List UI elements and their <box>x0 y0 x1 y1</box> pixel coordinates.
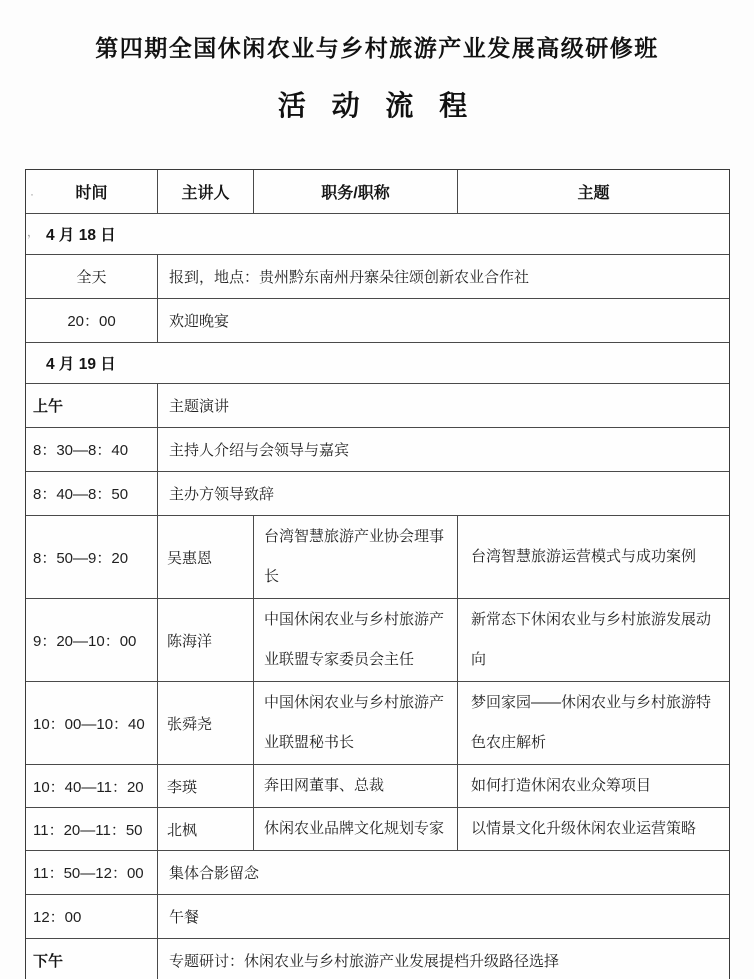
time-cell: 9：20—10：00 <box>26 599 158 681</box>
document-title: 第四期全国休闲农业与乡村旅游产业发展高级研修班 <box>95 35 659 61</box>
schedule-row-speaker <box>26 598 729 681</box>
activity-cell: 报到，地点：贵州黔东南州丹寨朵往颂创新农业合作社 <box>169 269 530 286</box>
time-cell: 全天 <box>26 255 158 298</box>
header-cell-position: 职务/职称 <box>254 170 458 213</box>
topic-cell: 梦回家园——休闲农业与乡村旅游特色农庄解析 <box>471 694 712 751</box>
topic-cell: 如何打造休闲农业众筹项目 <box>471 777 652 794</box>
topic-cell: 以情景文化升级休闲农业运营策略 <box>471 820 697 837</box>
position-cell: 奔田网董事、总裁 <box>254 765 458 807</box>
speaker-cell: 张舜尧 <box>158 682 254 764</box>
time-cell: 10：40—11：20 <box>26 765 158 807</box>
time-cell: 11：50—12：00 <box>26 851 158 894</box>
date-label: 4 月 19 日 <box>46 356 116 373</box>
time-cell: 11：20—11：50 <box>26 808 158 850</box>
schedule-row-merged <box>26 427 729 471</box>
schedule-row-merged <box>26 383 729 427</box>
schedule-row-merged <box>26 938 729 979</box>
position-cell: 中国休闲农业与乡村旅游产业联盟秘书长 <box>254 682 458 764</box>
activity-cell: 主办方领导致辞 <box>169 486 275 503</box>
schedule-row-merged <box>26 254 729 298</box>
scan-artifact-dot: · <box>30 187 34 201</box>
activity-cell: 午餐 <box>169 909 200 926</box>
header-cell-speaker: 主讲人 <box>158 170 254 213</box>
schedule-row-speaker <box>26 515 729 598</box>
header-cell-time: 时间 <box>26 170 158 213</box>
schedule-table <box>25 169 730 979</box>
date-label: 4 月 18 日 <box>46 227 116 244</box>
time-cell: 下午 <box>26 939 158 979</box>
time-cell: 8：40—8：50 <box>26 472 158 515</box>
speaker-cell: 李瑛 <box>158 765 254 807</box>
header-cell-topic: 主题 <box>577 185 610 202</box>
time-cell: 20：00 <box>26 299 158 342</box>
topic-cell: 新常态下休闲农业与乡村旅游发展动向 <box>471 611 712 668</box>
speaker-cell: 北枫 <box>158 808 254 850</box>
schedule-row-merged <box>26 894 729 938</box>
time-cell: 上午 <box>26 384 158 427</box>
schedule-row-merged <box>26 850 729 894</box>
time-cell: 12：00 <box>26 895 158 938</box>
position-cell: 休闲农业品牌文化规划专家 <box>254 808 458 850</box>
activity-cell: 主持人介绍与会领导与嘉宾 <box>169 442 350 459</box>
position-cell: 台湾智慧旅游产业协会理事长 <box>254 516 458 598</box>
scan-artifact-comma: ， <box>27 225 40 239</box>
topic-cell: 台湾智慧旅游运营模式与成功案例 <box>471 548 697 565</box>
activity-cell: 主题演讲 <box>169 398 230 415</box>
time-cell: 8：30—8：40 <box>26 428 158 471</box>
document-subtitle: 活 动 流 程 <box>277 90 477 121</box>
schedule-row-speaker <box>26 764 729 807</box>
date-row <box>26 342 729 383</box>
schedule-row-merged <box>26 471 729 515</box>
activity-cell: 专题研讨：休闲农业与乡村旅游产业发展提档升级路径选择 <box>169 953 560 970</box>
position-cell: 中国休闲农业与乡村旅游产业联盟专家委员会主任 <box>254 599 458 681</box>
schedule-row-speaker <box>26 681 729 764</box>
activity-cell: 集体合影留念 <box>169 865 260 882</box>
header-row <box>26 170 729 213</box>
date-row <box>26 213 729 254</box>
speaker-cell: 吴惠恩 <box>158 516 254 598</box>
speaker-cell: 陈海洋 <box>158 599 254 681</box>
schedule-row-merged <box>26 298 729 342</box>
time-cell: 8：50—9：20 <box>26 516 158 598</box>
time-cell: 10：00—10：40 <box>26 682 158 764</box>
schedule-row-speaker <box>26 807 729 850</box>
activity-cell: 欢迎晚宴 <box>169 313 230 330</box>
